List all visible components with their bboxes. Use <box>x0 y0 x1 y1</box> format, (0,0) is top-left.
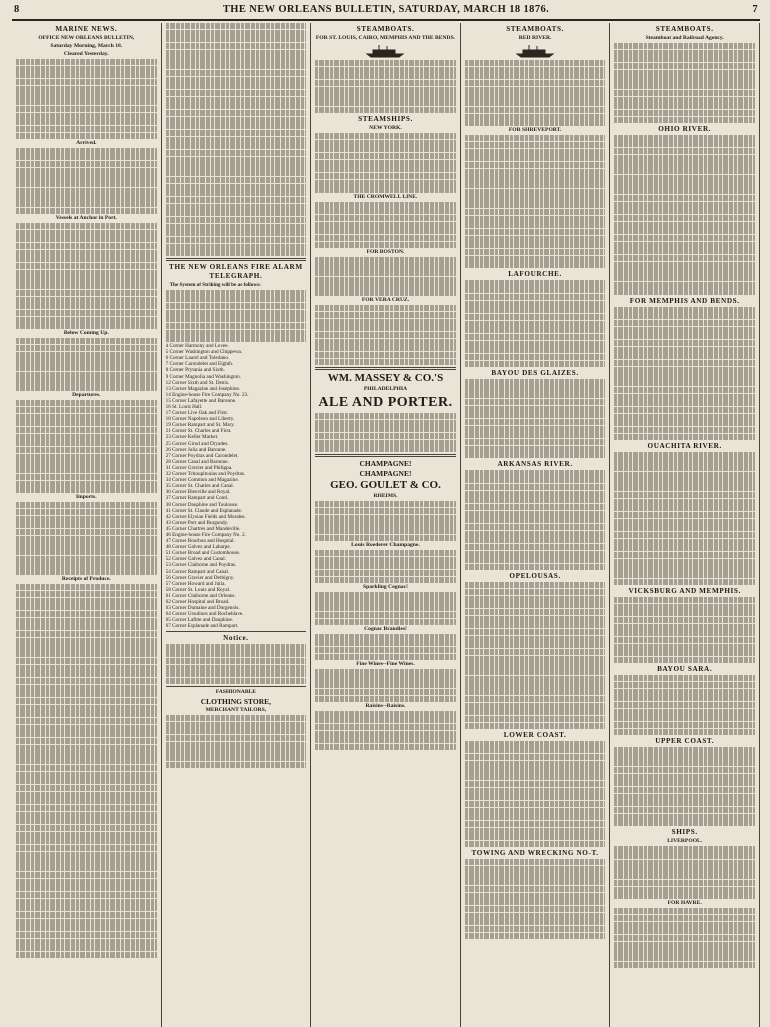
fire-box-item: 23 Corner Keller Market. <box>165 434 219 441</box>
fire-box-item: 8 Corner Prytania and Sixth. <box>165 367 225 374</box>
vera-cruz-sub: FOR VERA CRUZ. <box>361 297 410 304</box>
newspaper-title: THE NEW ORLEANS BULLETIN, SATURDAY, MARCH 18 1876. <box>222 4 550 15</box>
column-ohio-river <box>610 23 760 1027</box>
upper-coast-header: UPPER COAST. <box>655 736 715 745</box>
memphis-text <box>614 307 755 440</box>
ouachita-text <box>614 452 755 585</box>
lower-coast-header: LOWER COAST. <box>503 730 567 739</box>
departures-header: Departures. <box>72 392 101 399</box>
fire-box-item: 52 Corner Galvez and Canal. <box>165 556 226 563</box>
fire-box-item: 54 Corner Rampart and Canal. <box>165 568 230 575</box>
departures-text <box>16 400 157 493</box>
boston-text <box>315 257 456 297</box>
fire-box-item: 6 Corner Laurel and Toledano. <box>165 355 230 362</box>
fire-box-item: 34 Corner Common and Magazine. <box>165 477 239 484</box>
fire-box-item: 58 Corner St. Louis and Royal. <box>165 586 231 593</box>
fire-box-item: 43 Corner Port and Burgundy. <box>165 519 229 526</box>
fire-alarm-header: THE NEW ORLEANS FIRE ALARM TELEGRAPH. <box>169 263 303 281</box>
fire-box-item: 15 Corner Lafayette and Baronne. <box>165 397 237 404</box>
section-divider <box>166 686 307 687</box>
clothing-fashionable: FASHIONABLE <box>215 689 257 695</box>
steamboats-header-2: STEAMBOATS. <box>506 25 564 33</box>
fire-box-item: 16 St. Louis Hall. <box>165 404 203 410</box>
philadelphia-sub: PHILADELPHIA <box>363 385 408 392</box>
rheims-sub: RHEIMS. <box>373 493 398 500</box>
red-river-text <box>465 60 606 126</box>
fire-box-item: 18 Corner Napoleon and Liberty. <box>165 416 235 423</box>
cognac-text <box>315 634 456 660</box>
cognac-brandies-sub: Cognac Brandies! <box>364 625 407 632</box>
fire-box-item: 64 Corner Ursulines and Rocheblave. <box>165 611 244 618</box>
champagne-title: CHAMPAGNE! <box>359 459 412 469</box>
vera-cruz-text <box>315 305 456 365</box>
boston-sub: FOR BOSTON. <box>366 248 405 255</box>
fire-box-item: 61 Corner Claiborne and Orleans. <box>165 592 236 599</box>
shreveport-sub: FOR SHREVEPORT. <box>508 127 562 134</box>
shipping-list-text <box>166 23 307 256</box>
fire-box-item: 28 Corner Canal and Baronne. <box>165 458 229 465</box>
imports-header: Imports. <box>75 494 97 501</box>
cromwell-sub: THE CROMWELL LINE. <box>353 193 418 200</box>
bayou-text <box>465 379 606 459</box>
fire-box-item: 56 Corner Gravier and Derbigny. <box>165 574 235 581</box>
fire-box-item: 4 Corner Harmony and Levee. <box>165 343 229 350</box>
fire-box-item: 35 Corner St. Charles and Canal. <box>165 483 235 490</box>
fire-box-item: 37 Corner Rampart and Conti. <box>165 495 229 502</box>
steamboat-icon <box>515 44 555 58</box>
raisins-text <box>315 711 456 751</box>
fire-box-item: 42 Corner Elysian Fields and Morales. <box>165 513 246 520</box>
columns <box>12 23 760 1027</box>
steamboat-icon <box>365 44 405 58</box>
column-steamships <box>311 23 461 1027</box>
fire-box-item: 65 Corner Lafitte and Dauphine. <box>165 617 234 624</box>
sparkling-text <box>315 592 456 625</box>
ale-text <box>315 413 456 453</box>
fire-box-item: 53 Corner Claiborne and Poydras. <box>165 562 237 569</box>
marine-news-header: MARINE NEWS. <box>55 25 118 33</box>
notice-header: Notice. <box>223 634 249 643</box>
fire-box-item: 62 Corner Hospital and Broad. <box>165 599 230 605</box>
ouachita-header: OUACHITA RIVER. <box>647 441 722 450</box>
fire-box-item: 27 Corner Poydras and Carondelet. <box>165 452 239 459</box>
roederer-sub: Louis Roederer Champagne. <box>351 541 420 548</box>
steamboats-header: STEAMBOATS. <box>356 25 415 33</box>
cromwell-text <box>315 202 456 248</box>
upper-coast-text <box>614 747 755 827</box>
fire-box-item: 19 Corner Rampart and St. Mary. <box>165 422 235 429</box>
fire-box-item: 7 Corner Carondelet and Eighth. <box>165 361 234 368</box>
fire-box-item: 13 Corner Magazine and Josephine. <box>165 385 241 392</box>
fire-box-item: 9 Corner Magnolia and Washington. <box>165 373 242 380</box>
vicksburg-header: VICKSBURG AND MEMPHIS. <box>628 586 741 595</box>
fire-box-item: 32 Corner Tchoupitoulas and Poydras. <box>165 471 246 478</box>
liverpool-sub: LIVERPOOL. <box>667 838 703 845</box>
fire-box-item: 46 Engine-house Fire Company No. 2. <box>165 531 246 538</box>
masthead <box>12 4 760 21</box>
opelousas-text <box>465 582 606 729</box>
fine-wines-sub: Fine Wines--Fine Wines. <box>356 660 415 667</box>
agency-sub: Steamboat and Railroad Agency. <box>645 35 724 41</box>
red-river-sub: RED RIVER. <box>518 35 552 41</box>
ships-header: SHIPS. <box>671 828 698 837</box>
fire-box-item: 45 Corner Chartres and Mandeville. <box>165 525 241 532</box>
havre-sub: FOR HAVRE. <box>667 900 702 907</box>
fire-box-list <box>166 343 307 629</box>
section-divider <box>166 631 307 632</box>
steamships-header: STEAMSHIPS. <box>358 114 413 123</box>
fire-alarm-intro: The System of Striking will be as follows: <box>169 282 261 289</box>
raisins-sub: Raisins--Raisins. <box>365 702 406 709</box>
bayou-header: BAYOU DES GLAIZES. <box>491 368 579 377</box>
roederer-text <box>315 550 456 583</box>
receipts-text <box>16 584 157 958</box>
st-louis-text <box>315 60 456 113</box>
fire-box-item: 63 Corner Dumaine and Dorgenois. <box>165 605 240 612</box>
section-divider <box>166 258 307 261</box>
below-header: Below Coming Up. <box>63 330 109 337</box>
vicksburg-text <box>614 597 755 663</box>
clothing-store-title: CLOTHING STORE, <box>200 697 272 706</box>
liverpool-text <box>614 846 755 899</box>
fire-box-item: 41 Corner St. Claude and Esplanade. <box>165 507 243 514</box>
clothing-merchant: MERCHANT TAILORS, <box>205 707 267 713</box>
champagne-title-2: CHAMPAGNE! <box>359 469 412 479</box>
memphis-header: FOR MEMPHIS AND BENDS. <box>629 296 740 305</box>
fire-box-item: 67 Corner Esplanade and Rampart. <box>165 623 239 630</box>
fire-box-item: 5 Corner Washington and Chippewa. <box>165 349 243 356</box>
fire-box-item: 36 Corner Bienville and Royal. <box>165 489 231 496</box>
cleared-header: Cleared Yesterday. <box>63 51 109 57</box>
lower-coast-text <box>465 741 606 847</box>
fire-box-item: 21 Corner St. Charles and First. <box>165 428 232 435</box>
arkansas-text <box>465 470 606 570</box>
arrived-header: Arrived. <box>76 139 97 146</box>
fire-box-item: 47 Corner Bourbon and Hospital. <box>165 538 235 545</box>
goulet-title: GEO. GOULET & CO. <box>330 479 441 492</box>
date-line: Saturday Morning, March 18. <box>50 43 123 49</box>
fire-box-item: 26 Corner Julia and Baronne. <box>165 446 227 453</box>
towing-text <box>465 859 606 939</box>
fire-box-item: 31 Corner Gravier and Philippa. <box>165 464 233 471</box>
fire-box-item: 14 Engine-house Fire Company No. 23. <box>165 391 249 398</box>
havre-text <box>614 908 755 968</box>
goulet-text <box>315 501 456 541</box>
arkansas-header: ARKANSAS RIVER. <box>497 460 573 469</box>
column-marine-news <box>12 23 162 1027</box>
column-red-river <box>461 23 611 1027</box>
fire-box-item: 51 Corner Broad and Customhouse. <box>165 550 241 557</box>
vessels-text <box>16 223 157 329</box>
notice-text <box>166 644 307 684</box>
fire-alarm-text <box>166 290 307 343</box>
section-divider <box>315 367 456 370</box>
below-text <box>16 338 157 391</box>
shreveport-text <box>465 135 606 268</box>
st-louis-sub: FOR ST. LOUIS, CAIRO, MEMPHIS AND THE BENDS. <box>315 35 456 41</box>
imports-text <box>16 502 157 575</box>
fire-box-item: 38 Corner Dauphine and Toulouse. <box>165 501 239 508</box>
fire-box-item: 17 Corner Live Oak and First. <box>165 410 229 417</box>
page-number: 7 <box>752 4 758 15</box>
office-line: OFFICE NEW ORLEANS BULLETIN, <box>38 35 135 41</box>
bayou-sara-text <box>614 675 755 735</box>
sparkling-cognac-sub: Sparkling Cognac! <box>363 583 408 590</box>
ale-porter-title: ALE AND PORTER. <box>318 394 453 410</box>
page-left-number: 8 <box>14 4 20 15</box>
column-fire-alarm <box>162 23 312 1027</box>
wines-text <box>315 669 456 702</box>
fire-box-item: 25 Corner Girod and Dryades. <box>165 440 229 447</box>
ohio-text <box>614 135 755 295</box>
towing-header: TOWING AND WRECKING NO-T. <box>471 849 599 858</box>
lafourche-text <box>465 280 606 366</box>
ohio-header: OHIO RIVER. <box>658 124 712 133</box>
fire-box-item: 48 Corner Galvez and Laharpe. <box>165 544 231 551</box>
lafourche-header: LAFOURCHE. <box>508 270 562 279</box>
agency-text <box>614 43 755 123</box>
cleared-text <box>16 59 157 139</box>
fire-box-item: 57 Corner Howard and Julia. <box>165 580 226 587</box>
new-york-sub: NEW YORK. <box>369 124 402 131</box>
vessels-header: Vessels at Anchor in Port. <box>55 214 117 221</box>
receipts-header: Receipts of Produce. <box>61 576 111 583</box>
clothing-text <box>166 715 307 768</box>
steamboats-header-3: STEAMBOATS. <box>655 25 714 33</box>
fire-box-item: 12 Corner Sixth and St. Denis. <box>165 379 230 386</box>
bayou-sara-header: BAYOU SARA. <box>657 665 713 674</box>
massey-title: WM. MASSEY & CO.'S <box>327 371 444 384</box>
section-divider <box>315 454 456 457</box>
new-york-text <box>315 133 456 193</box>
opelousas-header: OPELOUSAS. <box>509 572 561 581</box>
arrived-text <box>16 148 157 214</box>
